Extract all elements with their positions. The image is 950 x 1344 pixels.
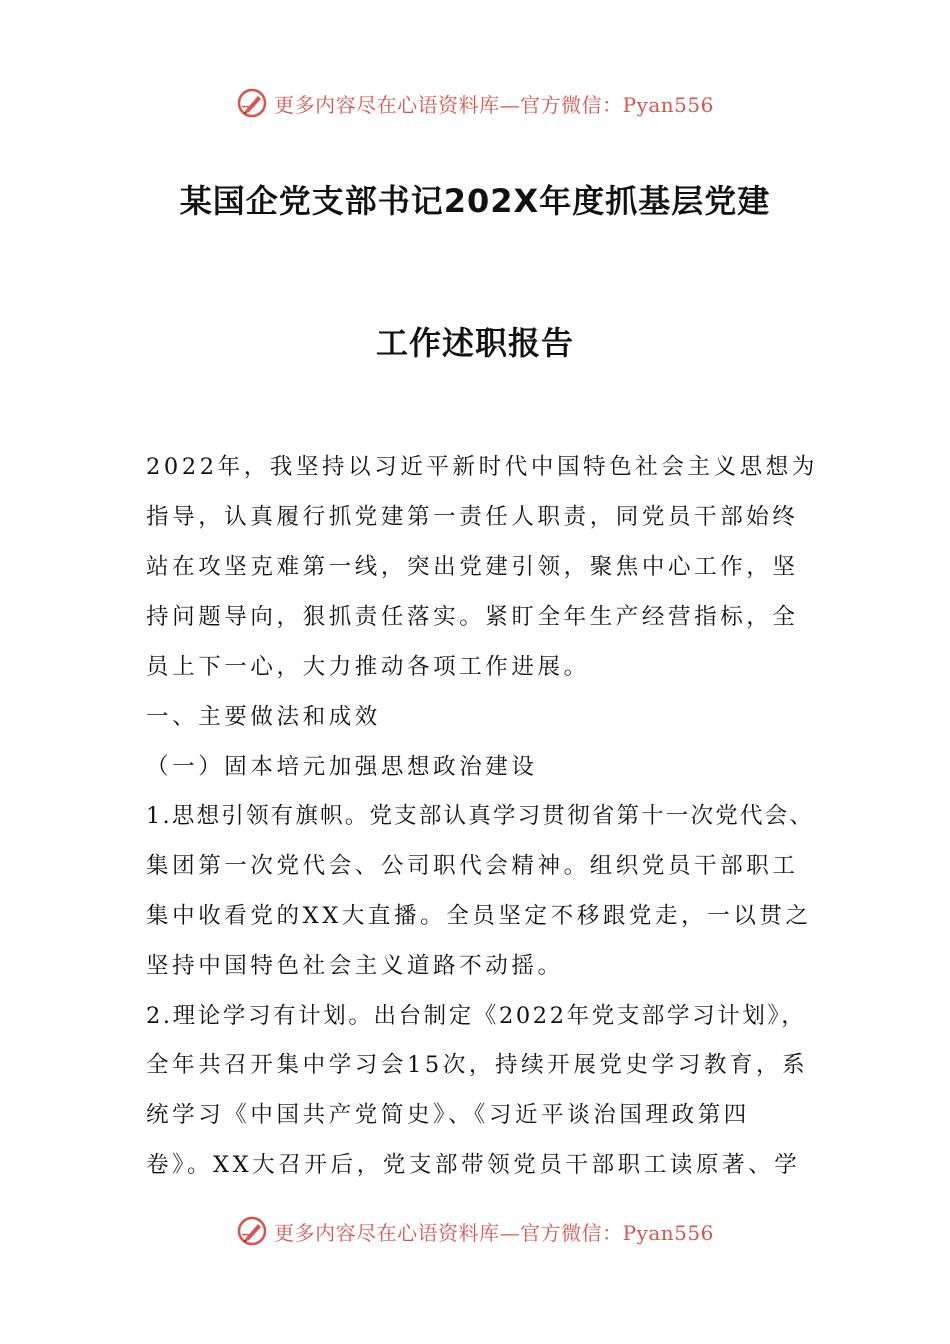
body-line: 坚持中国特色社会主义道路不动摇。 [146,953,564,979]
document-title-line-2: 工作述职报告 [375,324,574,362]
body-line: 集中收看党的XX大直播。全员坚定不移跟党走，一以贯之 [146,903,812,929]
body-line: 卷》。XX大召开后，党支部带领党员干部职工读原著、学 [146,1152,801,1178]
watermark-text: 更多内容尽在心语资料库—官方微信：Pyan556 [274,1220,714,1245]
body-line: 1.思想引领有旗帜。党支部认真学习贯彻省第十一次党代会、 [146,803,815,829]
watermark-text: 更多内容尽在心语资料库—官方微信：Pyan556 [274,92,714,117]
document-title-line-1: 某国企党支部书记202X年度抓基层党建 [179,182,771,220]
subsection-heading: （一）固本培元加强思想政治建设 [146,754,538,780]
pen-logo-icon [236,1215,268,1247]
section-heading: 一、主要做法和成效 [146,704,381,730]
body-line: 持问题导向，狠抓责任落实。紧盯全年生产经营指标，全 [146,604,799,630]
watermark-top [0,83,950,123]
body-line: 2.理论学习有计划。出台制定《2022年党支部学习计划》， [146,1003,807,1029]
body-line: 指导，认真履行抓党建第一责任人职责，同党员干部始终 [146,504,799,530]
body-line: 统学习《中国共产党简史》、《习近平谈治国理政第四 [146,1102,750,1128]
body-line: 全年共召开集中学习会15次，持续开展党史学习教育，系 [146,1052,809,1078]
body-line: 员上下一心，大力推动各项工作进展。 [146,654,590,680]
body-line: 2022年，我坚持以习近平新时代中国特色社会主义思想为 [146,454,818,480]
pen-logo-icon [236,87,268,119]
body-line: 集团第一次党代会、公司职代会精神。组织党员干部职工 [146,853,799,879]
watermark-bottom [0,1211,950,1251]
body-line: 站在攻坚克难第一线，突出党建引领，聚焦中心工作，坚 [146,554,799,580]
